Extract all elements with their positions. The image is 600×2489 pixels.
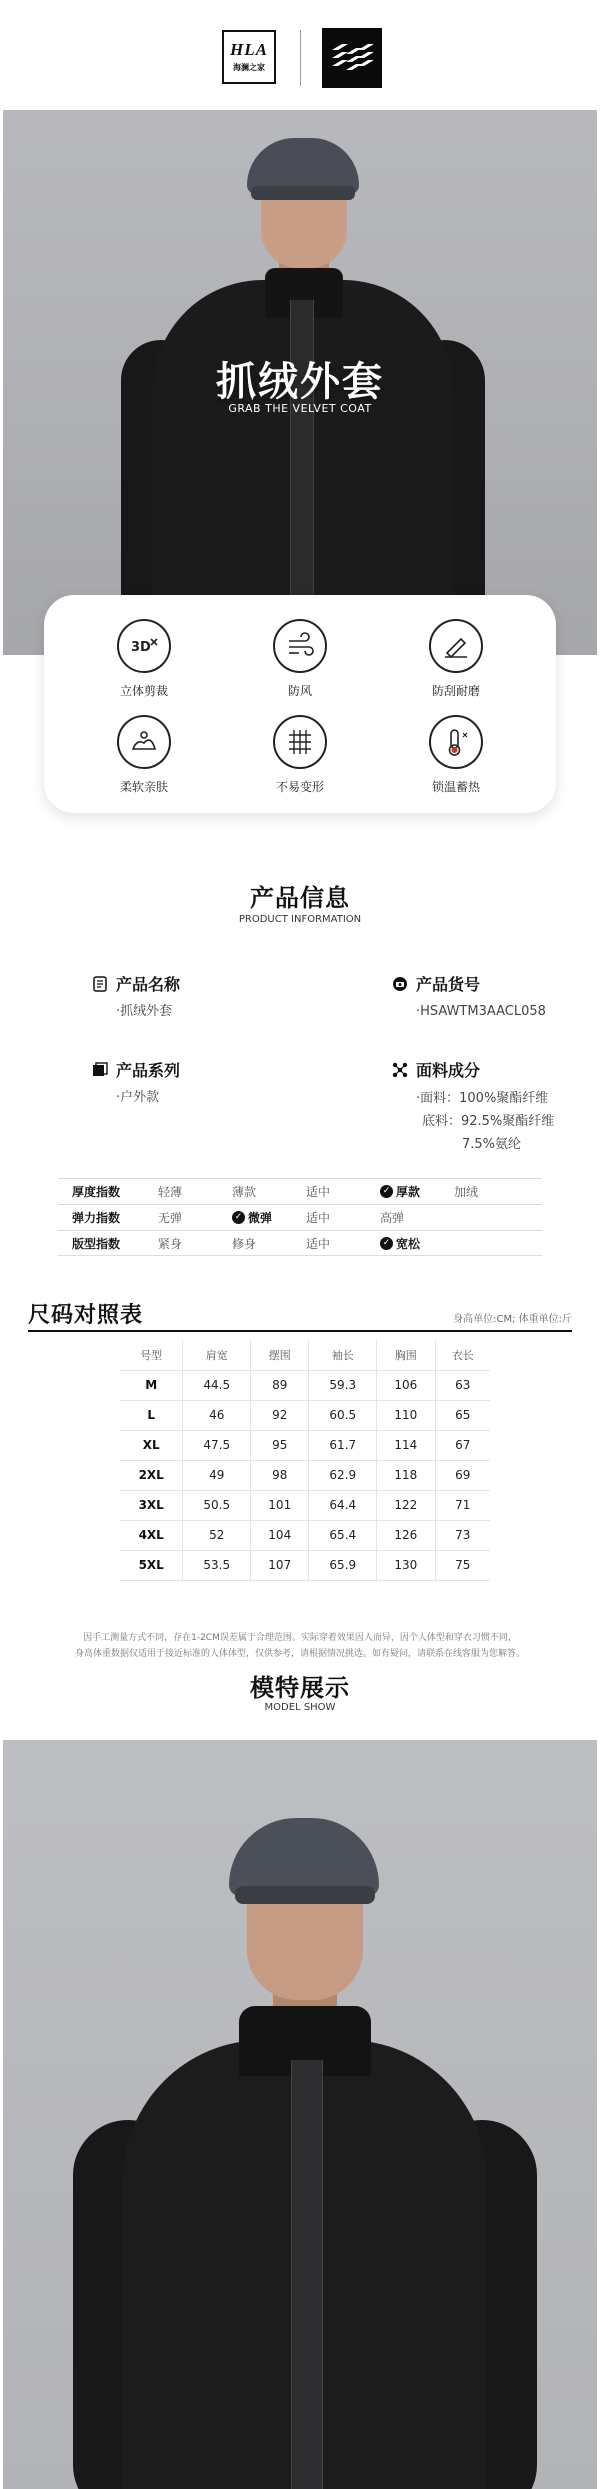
size-value-cell: 65.4: [309, 1520, 377, 1550]
index-option: 适中: [306, 1211, 331, 1225]
info-product-series: [92, 1058, 322, 1109]
index-option: 薄款: [232, 1185, 257, 1199]
size-table-row: [120, 1370, 490, 1400]
size-value-cell: 62.9: [309, 1460, 377, 1490]
fabric-line: 7.5%氨纶: [462, 1137, 522, 1152]
info-value: ·抓绒外套: [116, 1004, 173, 1019]
size-value-cell: 46: [183, 1400, 251, 1430]
size-label-cell: M: [120, 1370, 183, 1400]
size-table-row: [120, 1400, 490, 1430]
size-value-cell: 118: [377, 1460, 435, 1490]
layers-icon: [92, 1062, 108, 1078]
index-row-elasticity: [58, 1204, 542, 1230]
sss-logo: [322, 28, 382, 88]
size-value-cell: 114: [377, 1430, 435, 1460]
camera-icon: [392, 976, 408, 992]
size-value-cell: 122: [377, 1490, 435, 1520]
size-table-header: [120, 1340, 490, 1370]
hla-logo-cn: 海澜之家: [233, 63, 265, 72]
header-cell: 衣长: [435, 1340, 490, 1370]
info-value: ·户外款: [116, 1090, 160, 1105]
size-value-cell: 101: [251, 1490, 309, 1520]
model-cap-brim: [251, 186, 355, 200]
model-zipper: [291, 2060, 323, 2489]
size-value-cell: 67: [435, 1430, 490, 1460]
feature-windproof: [240, 619, 360, 699]
feature-3d-cut: [84, 619, 204, 699]
size-chart-divider: [28, 1330, 572, 1332]
hero-subtitle: GRAB THE VELVET COAT: [228, 402, 372, 415]
size-label-cell: 2XL: [120, 1460, 183, 1490]
header-cell: 袖长: [309, 1340, 377, 1370]
model-photo: [3, 1740, 597, 2489]
fit-index-table: [58, 1178, 542, 1256]
size-value-cell: 64.4: [309, 1490, 377, 1520]
size-value-cell: 61.7: [309, 1430, 377, 1460]
size-value-cell: 44.5: [183, 1370, 251, 1400]
index-option-selected: ✓ 宽松: [380, 1235, 454, 1252]
molecule-icon: [392, 1062, 408, 1078]
index-option: 紧身: [158, 1236, 183, 1251]
size-table-row: [120, 1490, 490, 1520]
check-icon: ✓: [380, 1185, 393, 1198]
size-value-cell: 50.5: [183, 1490, 251, 1520]
model-cap: [229, 1818, 379, 1896]
size-table: [120, 1340, 490, 1581]
size-label-cell: 5XL: [120, 1550, 183, 1580]
feature-abrasion: [396, 619, 516, 699]
size-value-cell: 59.3: [309, 1370, 377, 1400]
index-option: 适中: [306, 1185, 331, 1199]
size-value-cell: 126: [377, 1520, 435, 1550]
soft-skin-icon: [117, 715, 171, 769]
hero-title: 抓绒外套: [216, 359, 384, 405]
fabric-line: 底料：92.5%聚酯纤维: [422, 1114, 555, 1129]
document-icon: [92, 976, 108, 992]
index-option: 加绒: [454, 1185, 479, 1199]
size-value-cell: 104: [251, 1520, 309, 1550]
index-name: 厚度指数: [72, 1185, 121, 1199]
feature-label: 锁温蓄热: [431, 780, 480, 794]
feature-label: 柔软亲肤: [119, 780, 168, 794]
size-value-cell: 75: [435, 1550, 490, 1580]
size-value-cell: 106: [377, 1370, 435, 1400]
size-label-cell: L: [120, 1400, 183, 1430]
index-name: 弹力指数: [72, 1211, 121, 1225]
index-option: 无弹: [158, 1211, 183, 1225]
feature-soft: [84, 715, 204, 795]
model-cap-brim: [235, 1886, 375, 1904]
size-value-cell: 63: [435, 1370, 490, 1400]
model-show-title: 模特展示: [250, 1674, 350, 1702]
index-name: 版型指数: [72, 1236, 121, 1251]
abrasion-resistant-icon: [429, 619, 483, 673]
index-option-selected: ✓ 厚款: [380, 1183, 454, 1200]
shape-retention-icon: [273, 715, 327, 769]
size-note-line-2: 身高体重数据仅适用于接近标准的人体体型，仅供参考，请根据情况挑选。如有疑问，请联系在线客服为您解答。: [74, 1649, 525, 1659]
hla-logo-text: HLA: [230, 40, 268, 59]
size-value-cell: 110: [377, 1400, 435, 1430]
header-cell: 肩宽: [183, 1340, 251, 1370]
size-value-cell: 98: [251, 1460, 309, 1490]
info-label: 产品名称: [116, 975, 181, 994]
info-label: 产品货号: [416, 975, 481, 994]
size-value-cell: 69: [435, 1460, 490, 1490]
svg-text:3D: 3D: [131, 640, 151, 655]
size-value-cell: 47.5: [183, 1430, 251, 1460]
size-label-cell: 3XL: [120, 1490, 183, 1520]
size-value-cell: 95: [251, 1430, 309, 1460]
size-value-cell: 60.5: [309, 1400, 377, 1430]
size-value-cell: 65: [435, 1400, 490, 1430]
info-product-name: [92, 972, 322, 1023]
size-chart-title: 尺码对照表: [28, 1303, 144, 1328]
3d-cut-icon: [117, 619, 171, 673]
model-show-subtitle: MODEL SHOW: [264, 1702, 336, 1713]
info-label: 产品系列: [116, 1061, 181, 1080]
logo-divider: [300, 30, 301, 86]
feature-label: 防刮耐磨: [431, 684, 480, 698]
info-value: ·HSAWTM3AACL058: [416, 1004, 546, 1019]
feature-label: 立体剪裁: [119, 684, 168, 698]
fabric-line: ·面料：100%聚酯纤维: [416, 1091, 549, 1106]
hla-logo: [222, 30, 276, 84]
size-value-cell: 71: [435, 1490, 490, 1520]
feature-label: 防风: [287, 684, 312, 698]
brand-logos: [0, 26, 600, 90]
size-chart-unit-note: 身高单位:CM; 体重单位:斤: [453, 1314, 572, 1325]
info-product-code: [392, 972, 600, 1023]
size-value-cell: 92: [251, 1400, 309, 1430]
header-cell: 摆围: [251, 1340, 309, 1370]
size-table-row: [120, 1550, 490, 1580]
header-cell: 号型: [120, 1340, 183, 1370]
size-value-cell: 130: [377, 1550, 435, 1580]
header-cell: 胸围: [377, 1340, 435, 1370]
feature-heat: [396, 715, 516, 795]
index-row-fit: [58, 1230, 542, 1256]
size-value-cell: 89: [251, 1370, 309, 1400]
size-value-cell: 73: [435, 1520, 490, 1550]
size-table-row: [120, 1520, 490, 1550]
index-option: 适中: [306, 1236, 331, 1251]
index-option-selected: ✓ 微弹: [232, 1209, 306, 1226]
size-value-cell: 53.5: [183, 1550, 251, 1580]
size-value-cell: 65.9: [309, 1550, 377, 1580]
check-icon: ✓: [232, 1211, 245, 1224]
product-info-title: 产品信息: [250, 884, 350, 912]
windproof-icon: [273, 619, 327, 673]
info-fabric: [392, 1058, 600, 1156]
index-option: 轻薄: [158, 1185, 183, 1199]
size-value-cell: 107: [251, 1550, 309, 1580]
size-table-row: [120, 1430, 490, 1460]
size-label-cell: 4XL: [120, 1520, 183, 1550]
size-value-cell: 52: [183, 1520, 251, 1550]
size-table-row: [120, 1460, 490, 1490]
check-icon: ✓: [380, 1237, 393, 1250]
info-label: 面料成分: [416, 1061, 481, 1080]
feature-label: 不易变形: [275, 780, 324, 794]
index-row-thickness: [58, 1178, 542, 1204]
features-card: [44, 595, 556, 813]
size-value-cell: 49: [183, 1460, 251, 1490]
size-note-line-1: 因手工测量方式不同，存在1-2CM误差属于合理范围。实际穿着效果因人而异，因个人体型和穿衣习惯不同，: [83, 1633, 517, 1643]
size-label-cell: XL: [120, 1430, 183, 1460]
feature-shape: [240, 715, 360, 795]
product-info-subtitle: PRODUCT INFORMATION: [238, 914, 362, 925]
heat-lock-icon: [429, 715, 483, 769]
index-option: 修身: [232, 1236, 257, 1251]
index-option: 高弹: [380, 1211, 405, 1225]
